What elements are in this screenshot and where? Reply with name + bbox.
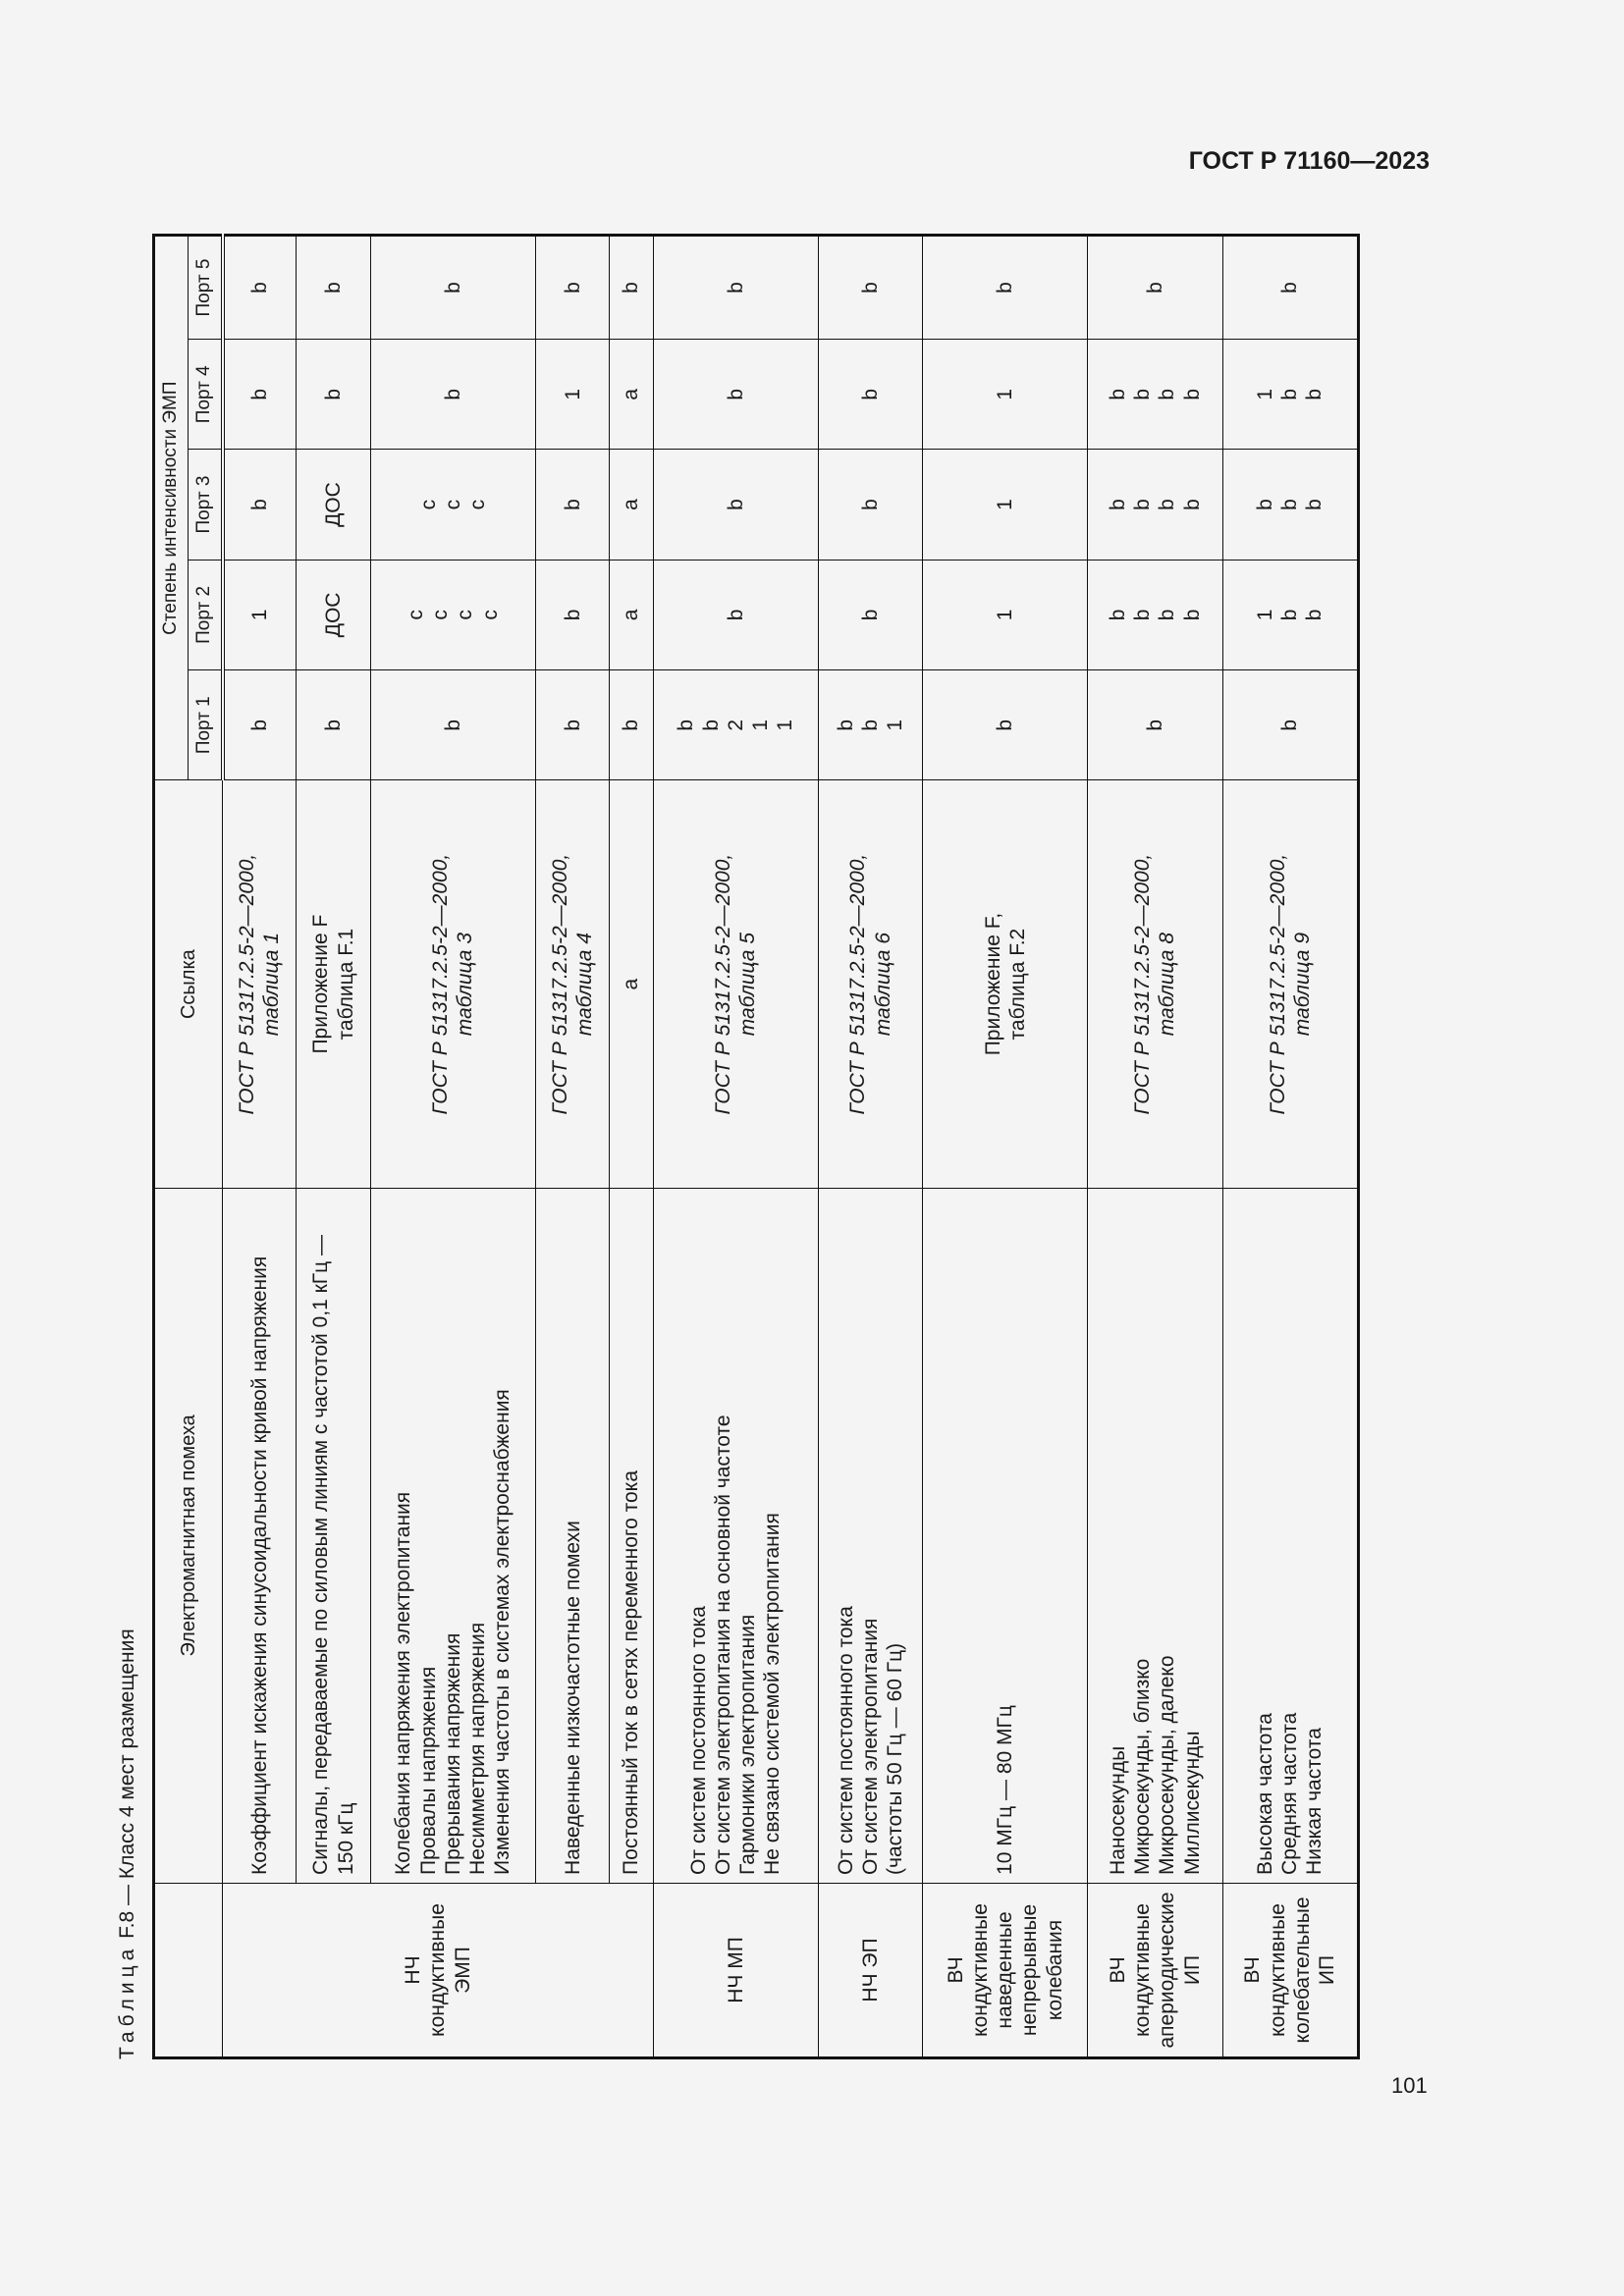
disturbance-line: Наносекунды bbox=[1107, 1745, 1130, 1875]
reference-line: ГОСТ Р 51317.2.5-2—2000, bbox=[846, 853, 870, 1115]
disturbance-line: Миллисекунды bbox=[1180, 1731, 1204, 1875]
port-value-line: b bbox=[1180, 388, 1204, 400]
disturbance-line: (частоты 50 Гц — 60 Гц) bbox=[884, 1642, 907, 1875]
table-row bbox=[223, 236, 297, 2058]
header-port-3: Порт 3 bbox=[188, 450, 222, 560]
port-value-line: c bbox=[405, 610, 427, 620]
table-caption bbox=[106, 1629, 149, 2059]
reference-line: таблица 1 bbox=[260, 933, 284, 1037]
disturbance-line: Микросекунды, далеко bbox=[1156, 1655, 1179, 1875]
port-value: b bbox=[923, 670, 1088, 780]
reference-cell bbox=[370, 780, 535, 1189]
standard-header: ГОСТ Р 71160—2023 bbox=[1188, 147, 1430, 175]
disturbance-cell: Сигналы, передаваемые по силовым линиям с частотой 0,1 кГц — 150 кГц bbox=[297, 1188, 370, 1883]
disturbance-cell: Наведенные низкочастотные помехи bbox=[535, 1188, 609, 1883]
port-value: a bbox=[610, 450, 653, 560]
disturbance-line: Низкая частота bbox=[1303, 1728, 1326, 1875]
group-cell: НЧ МП bbox=[653, 1883, 818, 2057]
disturbance-line: От систем электропитания bbox=[858, 1618, 882, 1875]
port-value: b bbox=[223, 450, 297, 560]
disturbance-cell bbox=[653, 1188, 818, 1883]
port-value bbox=[370, 560, 535, 669]
disturbance-line: От систем электропитания на основной частоте bbox=[712, 1415, 735, 1875]
port-value: a bbox=[610, 560, 653, 669]
port-value: b bbox=[818, 340, 922, 450]
port-value bbox=[1088, 340, 1222, 450]
reference-line: таблица F.2 bbox=[1005, 928, 1029, 1041]
port-value: b bbox=[297, 236, 370, 340]
port-value: b bbox=[535, 670, 609, 780]
port-value-line: c bbox=[429, 610, 453, 620]
table-row bbox=[610, 236, 653, 2058]
port-value: b bbox=[610, 236, 653, 340]
reference-line: ГОСТ Р 51317.2.5-2—2000, bbox=[548, 853, 571, 1115]
port-value: 1 bbox=[535, 340, 609, 450]
port-value-line: 2 bbox=[724, 719, 747, 731]
port-value-line: b bbox=[834, 719, 857, 731]
port-value bbox=[1222, 450, 1359, 560]
port-value: b bbox=[223, 340, 297, 450]
disturbance-line: Прерывания напряжения bbox=[441, 1632, 464, 1875]
port-value: b bbox=[370, 340, 535, 450]
port-value: b bbox=[370, 670, 535, 780]
port-value-line: b bbox=[1253, 499, 1276, 510]
reference-line: таблица 5 bbox=[736, 933, 760, 1037]
reference-cell bbox=[923, 780, 1088, 1189]
port-value-line: c bbox=[441, 499, 464, 510]
port-value-line: b bbox=[1180, 499, 1204, 510]
port-value-line: b bbox=[1156, 388, 1179, 400]
header-levels: Степень интенсивности ЭМП bbox=[154, 236, 189, 780]
port-value-line: c bbox=[454, 610, 477, 620]
table-row bbox=[1088, 236, 1222, 2058]
port-value-line: b bbox=[1131, 388, 1155, 400]
port-value-line: c bbox=[478, 610, 502, 620]
table-row bbox=[923, 236, 1088, 2058]
port-value: b bbox=[535, 236, 609, 340]
emc-table bbox=[152, 234, 1360, 2059]
port-value: b bbox=[818, 450, 922, 560]
port-value: 1 bbox=[223, 560, 297, 669]
port-value: b bbox=[923, 236, 1088, 340]
port-value-line: 1 bbox=[774, 719, 797, 731]
port-value-line: 1 bbox=[1253, 388, 1276, 400]
header-port-2: Порт 2 bbox=[188, 560, 222, 669]
port-value-line: c bbox=[465, 499, 489, 510]
port-value-line: b bbox=[1180, 609, 1204, 621]
port-value: b bbox=[1088, 670, 1222, 780]
reference-line: таблица F.1 bbox=[334, 928, 357, 1041]
port-value-line: b bbox=[1107, 609, 1130, 621]
group-cell: НЧ кондуктивные ЭМП bbox=[223, 1883, 654, 2057]
disturbance-cell: Коэффициент искажения синусоидальности кривой напряжения bbox=[223, 1188, 297, 1883]
reference-cell bbox=[818, 780, 922, 1189]
header-reference: Ссылка bbox=[154, 780, 223, 1189]
reference-line: Приложение F bbox=[309, 914, 333, 1054]
port-value: b bbox=[1088, 236, 1222, 340]
port-value: b bbox=[370, 236, 535, 340]
port-value: b bbox=[818, 236, 922, 340]
reference-line: таблица 3 bbox=[454, 933, 477, 1037]
disturbance-cell bbox=[370, 1188, 535, 1883]
table-row bbox=[653, 236, 818, 2058]
reference-line: Приложение F, bbox=[981, 912, 1004, 1056]
disturbance-line: Колебания напряжения электропитания bbox=[392, 1491, 415, 1875]
port-value: b bbox=[223, 236, 297, 340]
reference-line: ГОСТ Р 51317.2.5-2—2000, bbox=[429, 853, 453, 1115]
port-value-line: b bbox=[1131, 609, 1155, 621]
port-value: b bbox=[1222, 236, 1359, 340]
port-value-line: b bbox=[675, 719, 698, 731]
port-value-line: b bbox=[858, 719, 882, 731]
port-value-line: c bbox=[416, 499, 440, 510]
table-row bbox=[370, 236, 535, 2058]
reference-cell bbox=[535, 780, 609, 1189]
port-value-line: 1 bbox=[1253, 609, 1276, 621]
header-port-1: Порт 1 bbox=[188, 670, 222, 780]
port-value bbox=[653, 670, 818, 780]
reference-line: ГОСТ Р 51317.2.5-2—2000, bbox=[236, 853, 259, 1115]
port-value-line: b bbox=[1107, 388, 1130, 400]
group-cell: ВЧ кондуктивные апериодические ИП bbox=[1088, 1883, 1222, 2057]
port-value: a bbox=[610, 340, 653, 450]
port-value-line: b bbox=[699, 719, 723, 731]
port-value: b bbox=[653, 560, 818, 669]
disturbance-cell bbox=[1088, 1188, 1222, 1883]
port-value: ДОС bbox=[297, 560, 370, 669]
disturbance-line: Несимметрия напряжения bbox=[465, 1622, 489, 1875]
port-value-line: b bbox=[1131, 499, 1155, 510]
port-value: b bbox=[1222, 670, 1359, 780]
disturbance-line: Средняя частота bbox=[1278, 1712, 1302, 1875]
disturbance-cell bbox=[1222, 1188, 1359, 1883]
port-value-line: b bbox=[1156, 499, 1179, 510]
port-value: b bbox=[223, 670, 297, 780]
caption-word: Таблица bbox=[116, 1944, 138, 2059]
port-value bbox=[1222, 340, 1359, 450]
group-cell: ВЧ кондуктивные колебательные ИП bbox=[1222, 1883, 1359, 2057]
port-value: ДОС bbox=[297, 450, 370, 560]
reference-line: ГОСТ Р 51317.2.5-2—2000, bbox=[712, 853, 735, 1115]
header-group bbox=[154, 1883, 223, 2057]
port-value-line: 1 bbox=[884, 719, 907, 731]
port-value bbox=[1222, 560, 1359, 669]
reference-cell bbox=[653, 780, 818, 1189]
disturbance-cell bbox=[818, 1188, 922, 1883]
disturbance-line: От систем постоянного тока bbox=[686, 1606, 710, 1875]
port-value: 1 bbox=[923, 340, 1088, 450]
port-value-line: b bbox=[1303, 388, 1326, 400]
reference-line: таблица 4 bbox=[573, 933, 597, 1037]
port-value-line: b bbox=[1278, 388, 1302, 400]
header-disturbance: Электромагнитная помеха bbox=[154, 1188, 223, 1883]
port-value: b bbox=[653, 340, 818, 450]
port-value: b bbox=[610, 670, 653, 780]
reference-line: таблица 6 bbox=[871, 933, 894, 1037]
port-value-line: b bbox=[1303, 609, 1326, 621]
disturbance-line: Высокая частота bbox=[1253, 1713, 1276, 1875]
port-value bbox=[1088, 560, 1222, 669]
group-cell: ВЧ кондуктивные наведенные непрерывные колебания bbox=[923, 1883, 1088, 2057]
group-cell: НЧ ЭП bbox=[818, 1883, 922, 2057]
port-value: 1 bbox=[923, 560, 1088, 669]
port-value-line: b bbox=[1107, 499, 1130, 510]
port-value: b bbox=[535, 450, 609, 560]
disturbance-cell: Постоянный ток в сетях переменного тока bbox=[610, 1188, 653, 1883]
port-value: b bbox=[653, 450, 818, 560]
disturbance-line: Гармоники электропитания bbox=[736, 1614, 760, 1875]
disturbance-line: Изменения частоты в системах электроснабжения bbox=[491, 1389, 514, 1875]
table-row bbox=[1222, 236, 1359, 2058]
header-port-5: Порт 5 bbox=[188, 236, 222, 340]
table-row bbox=[535, 236, 609, 2058]
port-value: b bbox=[653, 236, 818, 340]
disturbance-line: Провалы напряжения bbox=[416, 1666, 440, 1875]
port-value: b bbox=[297, 340, 370, 450]
port-value-line: b bbox=[1278, 609, 1302, 621]
table-row bbox=[297, 236, 370, 2058]
reference-cell bbox=[610, 780, 653, 1189]
reference-line: a bbox=[620, 978, 643, 990]
port-value bbox=[818, 670, 922, 780]
disturbance-line: Микросекунды, близко bbox=[1131, 1658, 1155, 1875]
reference-line: таблица 8 bbox=[1156, 933, 1179, 1037]
disturbance-cell: 10 МГц — 80 МГц bbox=[923, 1188, 1088, 1883]
reference-cell bbox=[1222, 780, 1359, 1189]
table-row bbox=[818, 236, 922, 2058]
caption-text: F.8 — Класс 4 мест размещения bbox=[116, 1629, 138, 1939]
port-value: 1 bbox=[923, 450, 1088, 560]
disturbance-line: Не связано системой электропитания bbox=[761, 1513, 785, 1875]
reference-cell bbox=[297, 780, 370, 1189]
reference-line: ГОСТ Р 51317.2.5-2—2000, bbox=[1131, 853, 1155, 1115]
port-value: b bbox=[818, 560, 922, 669]
reference-line: ГОСТ Р 51317.2.5-2—2000, bbox=[1266, 853, 1289, 1115]
port-value-line: 1 bbox=[748, 719, 772, 731]
reference-line: таблица 9 bbox=[1290, 933, 1314, 1037]
header-port-4: Порт 4 bbox=[188, 340, 222, 450]
reference-cell bbox=[223, 780, 297, 1189]
port-value-line: b bbox=[1278, 499, 1302, 510]
port-value bbox=[370, 450, 535, 560]
port-value-line: b bbox=[1156, 609, 1179, 621]
port-value: b bbox=[535, 560, 609, 669]
header-row-1 bbox=[154, 236, 189, 2058]
port-value-line: b bbox=[1303, 499, 1326, 510]
port-value bbox=[1088, 450, 1222, 560]
rotated-table-area bbox=[106, 214, 1382, 2059]
page-number: 101 bbox=[1391, 2073, 1428, 2098]
reference-cell bbox=[1088, 780, 1222, 1189]
port-value: b bbox=[297, 670, 370, 780]
disturbance-line: От систем постоянного тока bbox=[834, 1606, 857, 1875]
